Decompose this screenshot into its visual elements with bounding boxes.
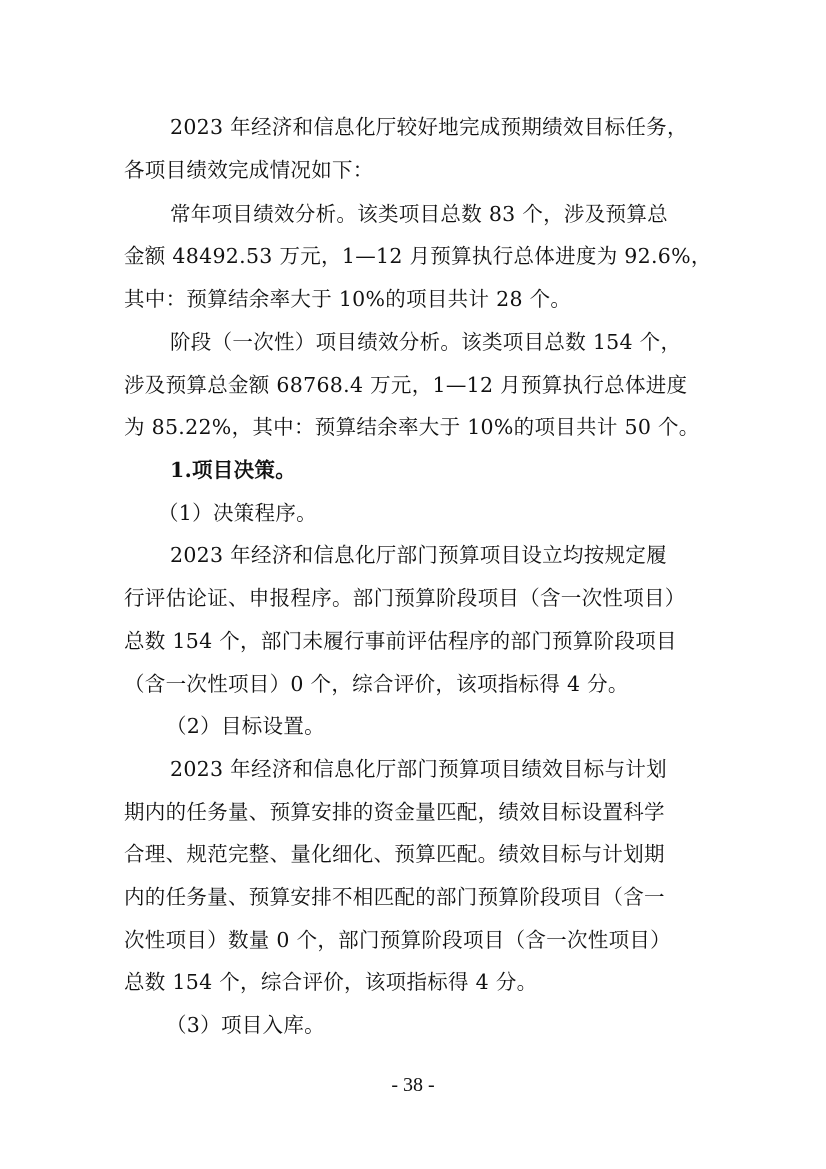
subsection-heading: （3）项目入库。 [166, 1013, 325, 1037]
text-line: 涉及预算总金额 68768.4 万元，1—12 月预算执行总体进度 [124, 373, 688, 397]
subsection-heading: （1）决策程序。 [158, 501, 317, 525]
text-line: 总数 154 个，综合评价，该项指标得 4 分。 [124, 970, 538, 994]
text-line: 合理、规范完整、量化细化、预算匹配。绩效目标与计划期 [124, 842, 665, 866]
text-line: 常年项目绩效分析。该类项目总数 83 个，涉及预算总 [170, 202, 668, 226]
text-line: 金额 48492.53 万元，1—12 月预算执行总体进度为 92.6%， [124, 244, 712, 268]
text-line: 行评估论证、申报程序。部门预算阶段项目（含一次性项目） [124, 586, 686, 610]
text-line: 次性项目）数量 0 个，部门预算阶段项目（含一次性项目） [124, 928, 671, 952]
section-heading: 1.项目决策。 [170, 458, 297, 482]
text-line: 总数 154 个，部门未履行事前评估程序的部门预算阶段项目 [124, 629, 677, 653]
text-line: 各项目绩效完成情况如下： [124, 158, 374, 182]
text-line: 为 85.22%，其中：预算结余率大于 10%的项目共计 50 个。 [124, 415, 700, 439]
page-number: - 38 - [391, 1074, 435, 1096]
text-line: 其中：预算结余率大于 10%的项目共计 28 个。 [124, 287, 572, 311]
text-line: 内的任务量、预算安排不相匹配的部门预算阶段项目（含一 [124, 885, 665, 909]
text-line: 期内的任务量、预算安排的资金量匹配，绩效目标设置科学 [124, 800, 665, 824]
subsection-heading: （2）目标设置。 [166, 714, 325, 738]
text-line: 2023 年经济和信息化厅部门预算项目绩效目标与计划 [170, 757, 667, 781]
text-line: 2023 年经济和信息化厅较好地完成预期绩效目标任务， [170, 115, 688, 139]
text-line: 2023 年经济和信息化厅部门预算项目设立均按规定履 [170, 543, 667, 567]
text-line: （含一次性项目）0 个，综合评价，该项指标得 4 分。 [124, 672, 629, 696]
text-line: 阶段（一次性）项目绩效分析。该类项目总数 154 个， [170, 330, 682, 354]
